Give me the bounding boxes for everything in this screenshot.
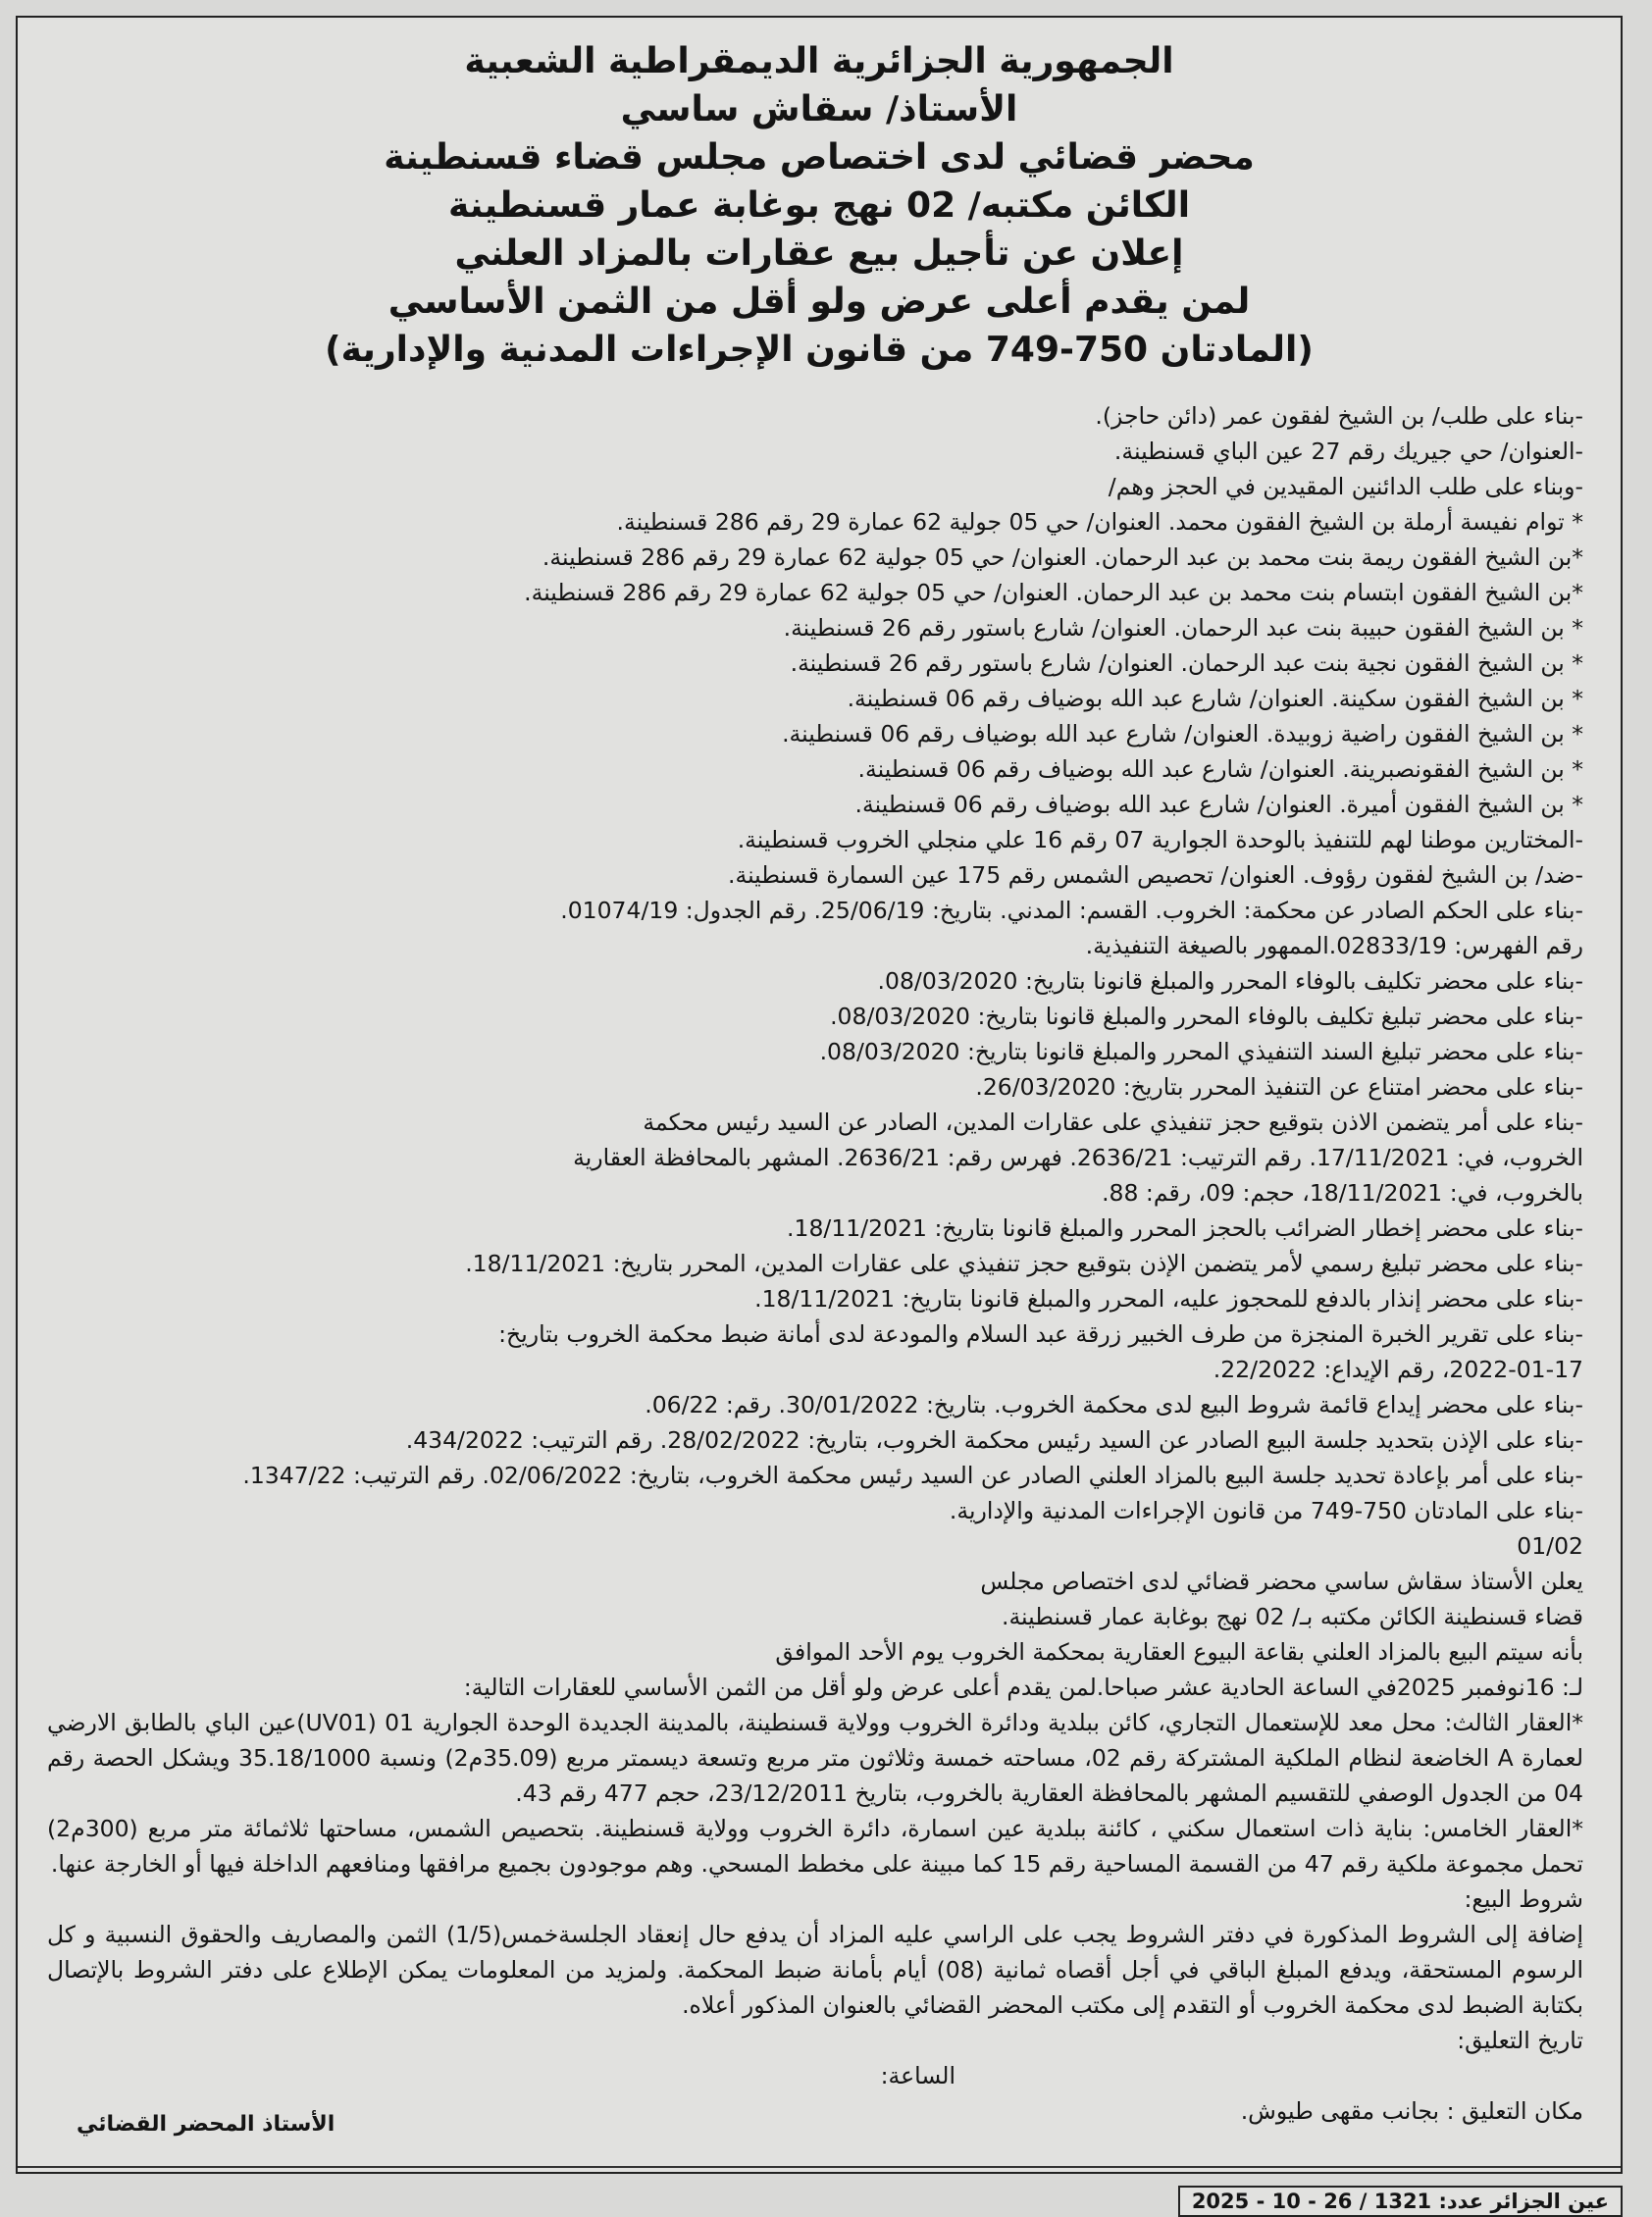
body-line: *بن الشيخ الفقون ريمة بنت محمد بن عبد الرحمان. العنوان/ حي 05 جولية 62 عمارة 29 رقم 286 قسنطينة.	[542, 543, 1583, 571]
body-line: -بناء على محضر إيداع قائمة شروط البيع لدى محكمة الخروب. بتاريخ: 30/01/2022. رقم: 06/22.	[645, 1391, 1583, 1418]
body-line: بأنه سيتم البيع بالمزاد العلني بقاعة البيوع العقارية بمحكمة الخروب يوم الأحد الموافق	[775, 1638, 1583, 1666]
body-line: -بناء على محضر تكليف بالوفاء المحرر والمبلغ قانونا بتاريخ: 08/03/2020.	[877, 967, 1583, 995]
body-line: -بناء على طلب/ بن الشيخ لفقون عمر (دائن حاجز).	[1095, 402, 1583, 430]
body-line: * بن الشيخ الفقون راضية زوبيدة. العنوان/ شارع عبد الله بوضياف رقم 06 قسنطينة.	[782, 720, 1583, 748]
header-line: محضر قضائي لدى اختصاص مجلس قضاء قسنطينة	[384, 137, 1255, 178]
page-number: 01/02	[1517, 1532, 1583, 1560]
body-line: * بن الشيخ الفقون سكينة. العنوان/ شارع عبد الله بوضياف رقم 06 قسنطينة.	[847, 685, 1583, 712]
body-line: * بن الشيخ الفقون حبيبة بنت عبد الرحمان. العنوان/ شارع باستور رقم 26 قسنطينة.	[783, 614, 1583, 642]
body-line: 2022-01-17، رقم الإيداع: 22/2022.	[1213, 1356, 1583, 1383]
body-line: * بن الشيخ الفقونصبرينة. العنوان/ شارع عبد الله بوضياف رقم 06 قسنطينة.	[857, 755, 1583, 783]
body-line: -بناء على محضر إنذار بالدفع للمحجوز عليه، المحرر والمبلغ قانونا بتاريخ: 18/11/2021.	[754, 1285, 1583, 1313]
body-line: -بناء على محضر تبليغ تكليف بالوفاء المحرر والمبلغ قانونا بتاريخ: 08/03/2020.	[830, 1003, 1583, 1030]
body-line: رقم الفهرس: 02833/19.الممهور بالصيغة التنفيذية.	[1085, 932, 1583, 959]
body-line: يعلن الأستاذ سقاش ساسي محضر قضائي لدى اختصاص مجلس	[980, 1568, 1583, 1595]
header-line: الأستاذ/ سقاش ساسي	[620, 89, 1018, 129]
posting-date: تاريخ التعليق:	[1457, 2027, 1583, 2054]
body-line: -بناء على محضر تبليغ رسمي لأمر يتضمن الإذن بتوقيع حجز تنفيذي على عقارات المدين، المحرر بتاريخ: 18/11/2021.	[465, 1250, 1583, 1277]
body-line: الخروب، في: 17/11/2021. رقم الترتيب: 2636/21. فهرس رقم: 2636/21. المشهر بالمحافظة العقارية	[573, 1144, 1583, 1171]
conditions-title: شروط البيع:	[1464, 1885, 1583, 1913]
body-line: بالخروب، في: 18/11/2021، حجم: 09، رقم: 88.	[1102, 1179, 1583, 1207]
property-paragraph: *العقار الثالث: محل معد للإستعمال التجاري، كائن ببلدية ودائرة الخروب وولاية قسنطينة، بالمدينة الجديدة الوحدة الجوارية 01 (UV01)عين الباي بالطابق الارضي لعمارة A الخاضعة لنظام الملكية المشتركة رقم 02، مساحته خمسة وثلاثون متر مربع وتسعة ديسمتر مربع (35.09م2) ونسبة 35.18/1000 ويشكل الحصة رقم 04 من الجدول الوصفي للتقسيم المشهر بالمحافظة العقارية بالخروب، بتاريخ 23/12/2011، حجم 477 رقم 43.	[47, 1709, 1583, 1807]
header-line: إعلان عن تأجيل بيع عقارات بالمزاد العلني	[454, 233, 1184, 274]
announcement-header	[18, 37, 1621, 374]
body-line: -بناء على محضر إخطار الضرائب بالحجز المحرر والمبلغ قانونا بتاريخ: 18/11/2021.	[787, 1214, 1583, 1242]
body-line: -وبناء على طلب الدائنين المقيدين في الحجز وهم/	[1108, 473, 1583, 500]
header-line: الجمهورية الجزائرية الديمقراطية الشعبية	[464, 41, 1174, 81]
body-line: قضاء قسنطينة الكائن مكتبه بـ/ 02 نهج بوغابة عمار قسنطينة.	[1001, 1603, 1583, 1630]
announcement-body	[47, 398, 1583, 2129]
body-line: -بناء على المادتان 750-749 من قانون الإجراءات المدنية والإدارية.	[949, 1497, 1583, 1524]
body-line: لـ: 16نوفمبر 2025في الساعة الحادية عشر صباحا.لمن يقدم أعلى عرض ولو أقل من الثمن الأساسي للعقارات التالية:	[463, 1674, 1583, 1701]
conditions-text: إضافة إلى الشروط المذكورة في دفتر الشروط يجب على الراسي عليه المزاد أن يدفع حال إنعقاد الجلسةخمس(1/5) الثمن والمصاريف والحقوق النسبية و كل الرسوم المستحقة، ويدفع المبلغ الباقي في أجل أقصاه ثمانية (08) أيام بأمانة ضبط المحكمة. ولمزيد من المعلومات يمكن الإطلاع على دفتر الشروط بالإتصال بكتابة الضبط لدى محكمة الخروب أو التقدم إلى مكتب المحضر القضائي بالعنوان المذكور أعلاه.	[47, 1921, 1583, 2019]
body-line: -بناء على تقرير الخبرة المنجزة من طرف الخبير زرقة عبد السلام والمودعة لدى أمانة ضبط محكمة الخروب بتاريخ:	[498, 1320, 1583, 1348]
body-line: -بناء على أمر يتضمن الاذن بتوقيع حجز تنفيذي على عقارات المدين، الصادر عن السيد رئيس محكمة	[643, 1108, 1583, 1136]
header-line: الكائن مكتبه/ 02 نهج بوغابة عمار قسنطينة	[447, 185, 1191, 226]
body-line: * بن الشيخ الفقون أميرة. العنوان/ شارع عبد الله بوضياف رقم 06 قسنطينة.	[854, 791, 1583, 818]
header-line: لمن يقدم أعلى عرض ولو أقل من الثمن الأساسي	[387, 282, 1251, 322]
posting-place: مكان التعليق : بجانب مقهى طيوش.	[1240, 2097, 1583, 2125]
body-line: -ضد/ بن الشيخ لفقون رؤوف. العنوان/ تحصيص الشمس رقم 175 عين السمارة قسنطينة.	[728, 861, 1583, 889]
property-paragraph: *العقار الخامس: بناية ذات استعمال سكني ، كائنة ببلدية عين اسمارة، دائرة الخروب وولاية قسنطينة. بتحصيص الشمس، مساحتها ثلاثمائة متر مربع (300م2) تحمل مجموعة ملكية رقم 47 من القسمة المساحية رقم 15 كما مبينة على مخطط المسحي. وهم موجودون بجميع مرافقها ومنافعهم الداخلة فيها أو الخارجة عنها.	[47, 1815, 1583, 1878]
body-line: -بناء على محضر تبليغ السند التنفيذي المحرر والمبلغ قانونا بتاريخ: 08/03/2020.	[819, 1038, 1583, 1065]
body-line: * توام نفيسة أرملة بن الشيخ الفقون محمد. العنوان/ حي 05 جولية 62 عمارة 29 رقم 286 قسنطينة.	[616, 508, 1583, 536]
posting-time: الساعة:	[880, 2062, 955, 2089]
body-line: * بن الشيخ الفقون نجية بنت عبد الرحمان. العنوان/ شارع باستور رقم 26 قسنطينة.	[790, 649, 1583, 677]
body-line: -المختارين موطنا لهم للتنفيذ بالوحدة الجوارية 07 رقم 16 علي منجلي الخروب قسنطينة.	[737, 826, 1583, 853]
body-line: -بناء على الإذن بتحديد جلسة البيع الصادر عن السيد رئيس محكمة الخروب، بتاريخ: 28/02/2022. رقم الترتيب: 434/2022.	[405, 1426, 1583, 1454]
body-line: *بن الشيخ الفقون ابتسام بنت محمد بن عبد الرحمان. العنوان/ حي 05 جولية 62 عمارة 29 رقم 286 قسنطينة.	[524, 579, 1583, 606]
body-line: -بناء على الحكم الصادر عن محكمة: الخروب. القسم: المدني. بتاريخ: 25/06/19. رقم الجدول: 01074/19.	[560, 897, 1583, 924]
body-line: -العنوان/ حي جيريك رقم 27 عين الباي قسنطينة.	[1113, 438, 1583, 465]
header-line: (المادتان 750-749 من قانون الإجراءات المدنية والإدارية)	[325, 330, 1314, 370]
publication-footer: عين الجزائر عدد: 1321 / 26 - 10 - 2025	[1178, 2186, 1623, 2217]
body-line: -بناء على محضر امتناع عن التنفيذ المحرر بتاريخ: 26/03/2020.	[975, 1073, 1583, 1101]
announcement-page	[16, 16, 1623, 2174]
divider	[18, 2166, 1621, 2168]
bailiff-signature: الأستاذ المحضر القضائي	[77, 2112, 336, 2137]
body-line: -بناء على أمر بإعادة تحديد جلسة البيع بالمزاد العلني الصادر عن السيد رئيس محكمة الخروب، بتاريخ: 02/06/2022. رقم الترتيب: 1347/22.	[242, 1462, 1583, 1489]
